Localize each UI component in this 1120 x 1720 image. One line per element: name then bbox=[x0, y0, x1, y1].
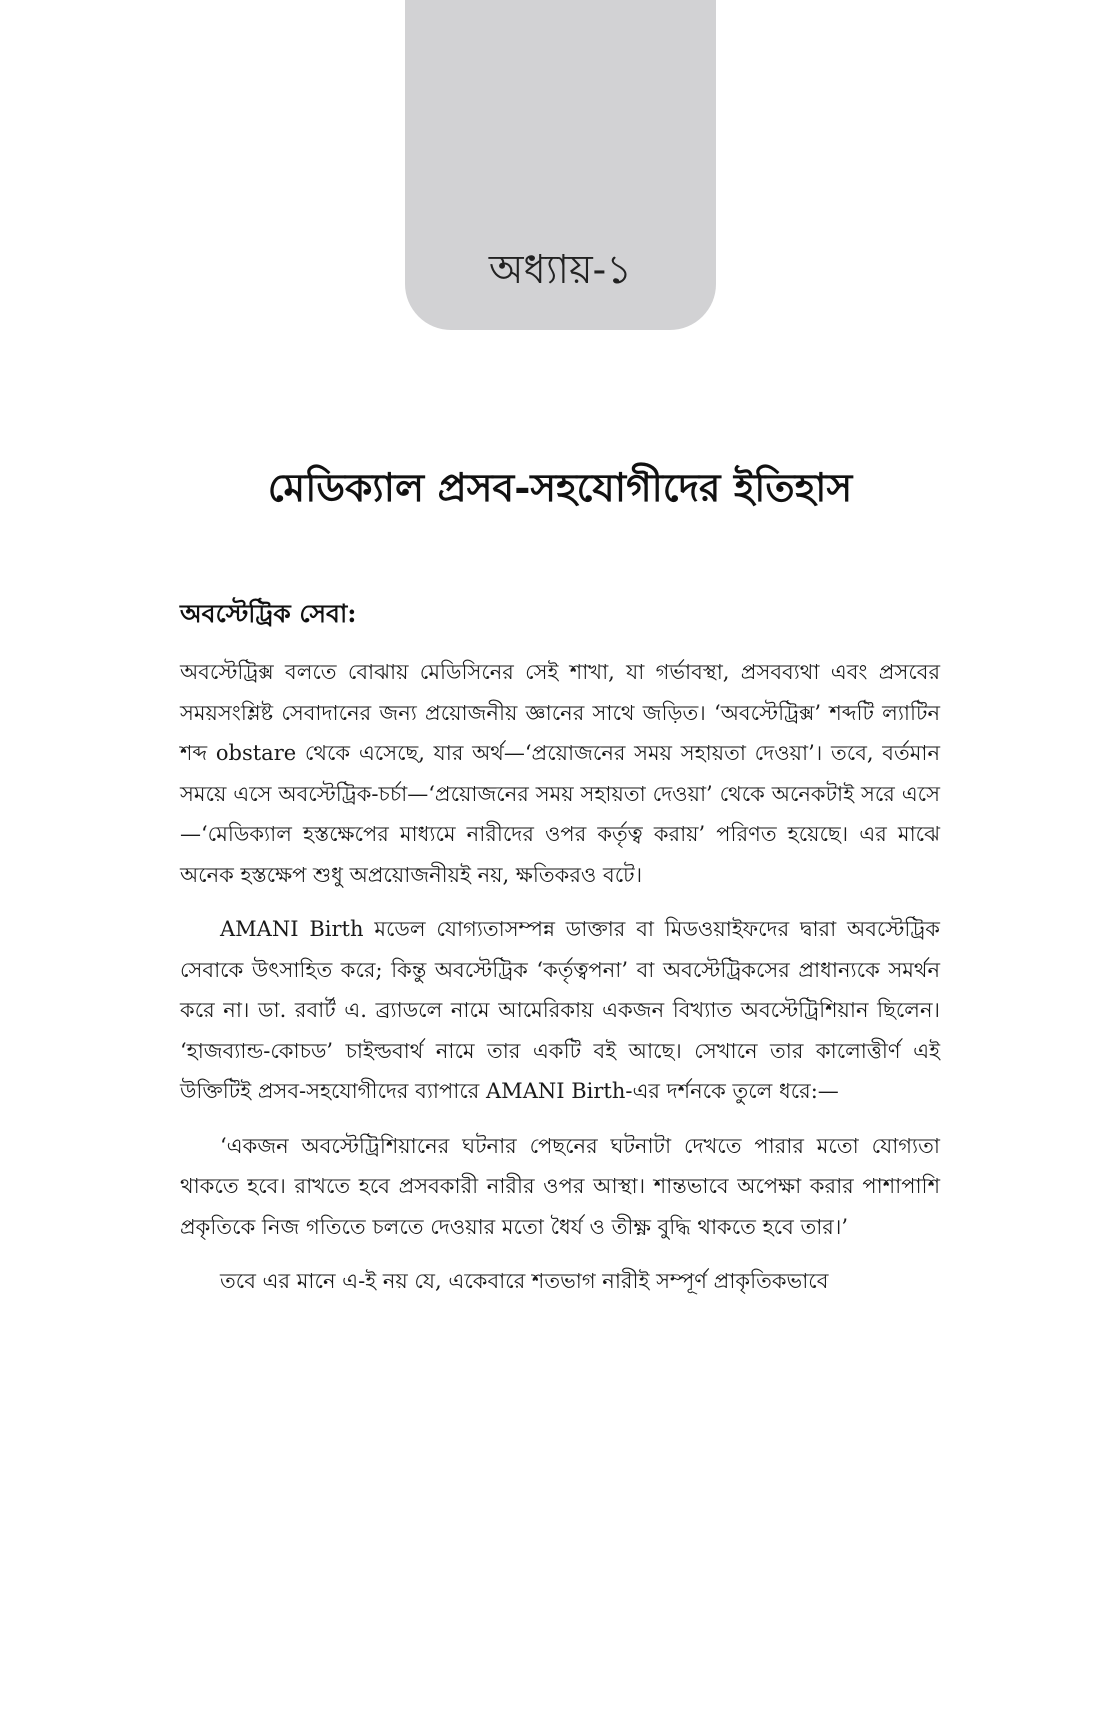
paragraph-1: অবস্টেট্রিক্স বলতে বোঝায় মেডিসিনের সেই শাখা, যা গর্ভাবস্থা, প্রসবব্যথা এবং প্রসবের সময়সংশ্লিষ্ট সেবাদানের জন্য প্রয়োজনীয় জ্ঞানের সাথে জড়িত। ‘অবস্টেট্রিক্স’ শব্দটি ল্যাটিন শব্দ obstare থেকে এসেছে, যার অর্থ—‘প্রয়োজনের সময় সহায়তা দেওয়া’। তবে, বর্তমান সময়ে এসে অবস্টেট্রিক-চর্চা—‘প্রয়োজনের সময় সহায়তা দেওয়া’ থেকে অনেকটাই সরে এসে—‘মেডিক্যাল হস্তক্ষেপের মাধ্যমে নারীদের ওপর কর্তৃত্ব করায়’ পরিণত হয়েছে। এর মাঝে অনেক হস্তক্ষেপ শুধু অপ্রয়োজনীয়ই নয়, ক্ষতিকরও বটে। bbox=[180, 660, 940, 887]
chapter-tab bbox=[405, 0, 716, 330]
paragraph-4: তবে এর মানে এ-ই নয় যে, একেবারে শতভাগ নারীই সম্পূর্ণ প্রাকৃতিকভাবে bbox=[220, 1269, 829, 1293]
quote-paragraph: ‘একজন অবস্টেট্রিশিয়ানের ঘটনার পেছনের ঘটনাটা দেখতে পারার মতো যোগ্যতা থাকতে হবে। রাখতে হবে প্রসবকারী নারীর ওপর আস্থা। শান্তভাবে অপেক্ষা করার পাশাপাশি প্রকৃতিকে নিজ গতিতে চলতে দেওয়ার মতো ধৈর্য ও তীক্ষ্ণ বুদ্ধি থাকতে হবে তার।’ bbox=[180, 1133, 940, 1239]
page-title: মেডিক্যাল প্রসব-সহযোগীদের ইতিহাস bbox=[267, 465, 853, 511]
chapter-label: অধ্যায়-১ bbox=[488, 247, 633, 293]
body-text bbox=[180, 652, 940, 1316]
section-heading: অবস্টেট্রিক সেবা: bbox=[180, 599, 357, 628]
paragraph-2: AMANI Birth মডেল যোগ্যতাসম্পন্ন ডাক্তার বা মিডওয়াইফদের দ্বারা অবস্টেট্রিক সেবাকে উৎসাহিত করে; কিন্তু অবস্টেট্রিক ‘কর্তৃত্বপনা’ বা অবস্টেট্রিকসের প্রাধান্যকে সমর্থন করে না। ডা. রবার্ট এ. ব্র্যাডলে নামে আমেরিকায় একজন বিখ্যাত অবস্টেট্রিশিয়ান ছিলেন। ‘হাজব্যান্ড-কোচড’ চাইল্ডবার্থ নামে তার একটি বই আছে। সেখানে তার কালোত্তীর্ণ এই উক্তিটিই প্রসব-সহযোগীদের ব্যাপারে AMANI Birth-এর দর্শনকে তুলে ধরে:— bbox=[180, 917, 940, 1103]
